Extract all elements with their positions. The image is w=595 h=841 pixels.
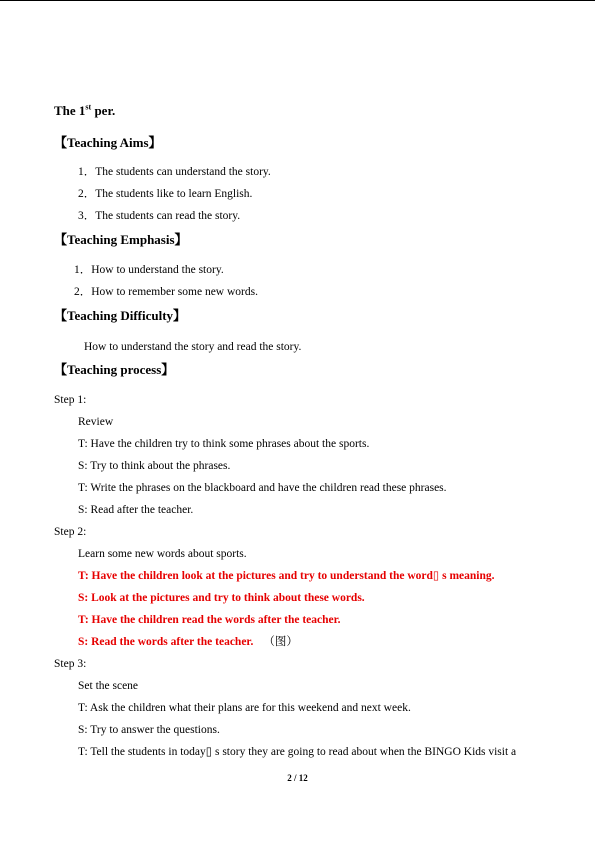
step-2-label: Step 2: [54,526,87,538]
step-1-line: S: Read after the teacher. [78,504,194,516]
figure-placeholder: （图） [263,636,298,648]
step-3-line: S: Try to answer the questions. [78,724,220,736]
heading-teaching-emphasis: 【Teaching Emphasis】 [54,232,188,247]
aim-item-3: 3．The students can read the story. [78,210,241,222]
aim-item-1: 1．The students can understand the story. [78,166,271,178]
heading-teaching-difficulty: 【Teaching Difficulty】 [54,308,187,323]
step-1-line: Review [78,416,114,428]
step-1-line: S: Try to think about the phrases. [78,460,231,472]
aim-item-2: 2．The students like to learn English. [78,188,253,200]
step-2-last-line [78,635,298,649]
emphasis-item-2: 2．How to remember some new words. [74,286,258,298]
step-3-line: T: Tell the students in today▯ s story they are going to read about when the BINGO Kids visit a [78,746,517,758]
step-3-line: T: Ask the children what their plans are for this weekend and next week. [78,702,411,714]
heading-teaching-aims: 【Teaching Aims】 [54,135,162,150]
step-2-line: Learn some new words about sports. [78,548,247,560]
step-1-line: T: Write the phrases on the blackboard and have the children read these phrases. [78,482,447,494]
step-1-label: Step 1: [54,394,87,406]
step-2-highlight-line: T: Have the children look at the pictures and try to understand the word▯ s meaning. [78,570,495,582]
step-1-line: T: Have the children try to think some phrases about the sports. [78,438,370,450]
step-2-highlight-line: T: Have the children read the words after the teacher. [78,614,341,626]
step-3-label: Step 3: [54,658,87,670]
page-title: The 1st per. [54,102,116,118]
difficulty-text: How to understand the story and read the story. [84,341,302,353]
emphasis-item-1: 1．How to understand the story. [74,264,224,276]
page-number: 2 / 12 [287,773,308,783]
step-2-highlight-line: S: Read the words after the teacher. [78,636,254,648]
step-2-highlight-line: S: Look at the pictures and try to think about these words. [78,592,365,604]
step-3-line: Set the scene [78,680,139,692]
heading-teaching-process: 【Teaching process】 [54,362,175,377]
page-top-border [0,0,595,1]
